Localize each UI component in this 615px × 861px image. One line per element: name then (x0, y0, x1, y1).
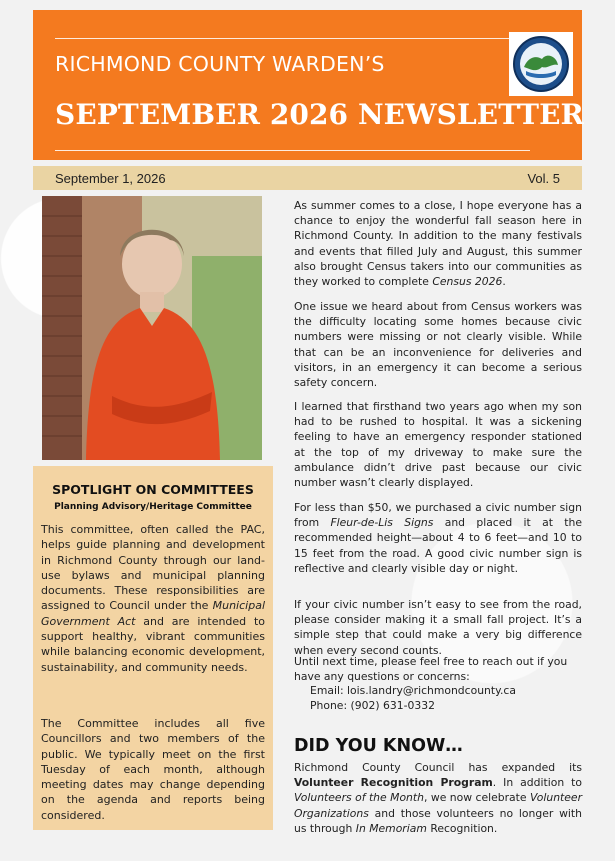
volunteer-organizations: Volunteer Organizations (294, 791, 583, 820)
spotlight-paragraph-2: The Committee includes all five Councillors and two members of the public. We typically meet on the first Tuesday of each month, although meeting dates may change depending on the agenda and reports being considered. (41, 717, 265, 822)
article-paragraph-2: One issue we heard about from Census workers was the difficulty locating some homes because civic numbers were missing or not clearly visible. While that can be an inconvenience for deliveries and visitors, in an emergency it can become a serious safety concern. (294, 300, 582, 390)
spotlight-p1-text-a: This committee, often called the PAC, helps guide planning and development in Richmond County through our land-use bylaws and municipal planning documents. These responsibilities are assigned to Council under the (41, 523, 265, 613)
header-rule-bottom (55, 150, 530, 151)
municipal-government-act: Municipal Government Act (41, 599, 265, 628)
county-seal-icon (512, 35, 570, 93)
spotlight-subtitle: Planning Advisory/Heritage Committee (54, 502, 252, 512)
census-2026: Census 2026 (432, 275, 503, 289)
header-newsletter-title: SEPTEMBER 2026 NEWSLETTER (55, 98, 584, 131)
header-warden-title: RICHMOND COUNTY WARDEN’S (55, 52, 385, 76)
issue-date: September 1, 2026 (55, 171, 166, 186)
dyk-text-4: and those volunteers no longer with us through (294, 806, 582, 835)
header-rule-top (55, 38, 530, 39)
did-you-know-title: DID YOU KNOW… (294, 736, 463, 756)
volunteer-recognition-program: Volunteer Recognition Program (294, 776, 493, 790)
in-memoriam: In Memoriam (355, 821, 427, 835)
dyk-text-1: Richmond County Council has expanded its (294, 761, 582, 774)
article-p1-text-b: . (502, 275, 506, 289)
spotlight-paragraph-1 (41, 522, 265, 675)
article-paragraph-5: If your civic number isn’t easy to see from the road, please consider making it a small fall project. It’s a simple step that could make a very big difference when every second counts. (294, 598, 582, 657)
county-logo (509, 32, 573, 96)
did-you-know-paragraph (294, 760, 582, 836)
issue-volume: Vol. 5 (527, 171, 560, 186)
date-bar (33, 166, 582, 190)
article-paragraph-4 (294, 500, 582, 576)
article-paragraph-1 (294, 198, 582, 289)
contact-phone[interactable]: Phone: (902) 631-0332 (310, 699, 435, 712)
dyk-text-5: Recognition. (426, 821, 498, 835)
fleur-de-lis-signs: Fleur-de-Lis Signs (330, 516, 434, 530)
article-p4-text-b: and placed it at the recommended height—about 4 to 6 feet—and 10 to 15 feet from the road. A good civic number sign is reflective and clearly visible day or night. (294, 516, 582, 575)
spotlight-title: SPOTLIGHT ON COMMITTEES (52, 482, 254, 497)
volunteers-of-the-month: Volunteers of the Month (294, 791, 424, 805)
newsletter-header (33, 10, 582, 160)
spotlight-on-committees-box (33, 466, 273, 830)
article-p1-text-a: As summer comes to a close, I hope everyone has a chance to enjoy the wonderful fall season here in Richmond County. In addition to the many festivals and events that filled July and August, this summer also brought Census takers into our communities as they worked to complete (294, 199, 582, 289)
spotlight-p1-text-b: and are intended to support healthy, vibrant communities while balancing economic development, sustainability, and community needs. (41, 614, 265, 674)
dyk-text-3: , we now celebrate (423, 791, 530, 805)
warden-photo (42, 196, 262, 460)
dyk-text-2: . In addition to (492, 776, 583, 790)
warden-portrait-illustration (42, 196, 262, 460)
contact-email[interactable]: Email: lois.landry@richmondcounty.ca (310, 684, 516, 697)
article-p4-text-a: For less than $50, we purchased a civic number sign from (294, 501, 582, 530)
article-paragraph-6: Until next time, please feel free to reach out if you have any questions or concerns: (294, 655, 568, 684)
article-paragraph-3: I learned that firsthand two years ago when my son had to be rushed to hospital. It was a sickening feeling to have an emergency responder stationed at the top of my driveway to make sure the ambulance didn’t drive past because our civic number wasn’t clearly displayed. (294, 400, 582, 490)
